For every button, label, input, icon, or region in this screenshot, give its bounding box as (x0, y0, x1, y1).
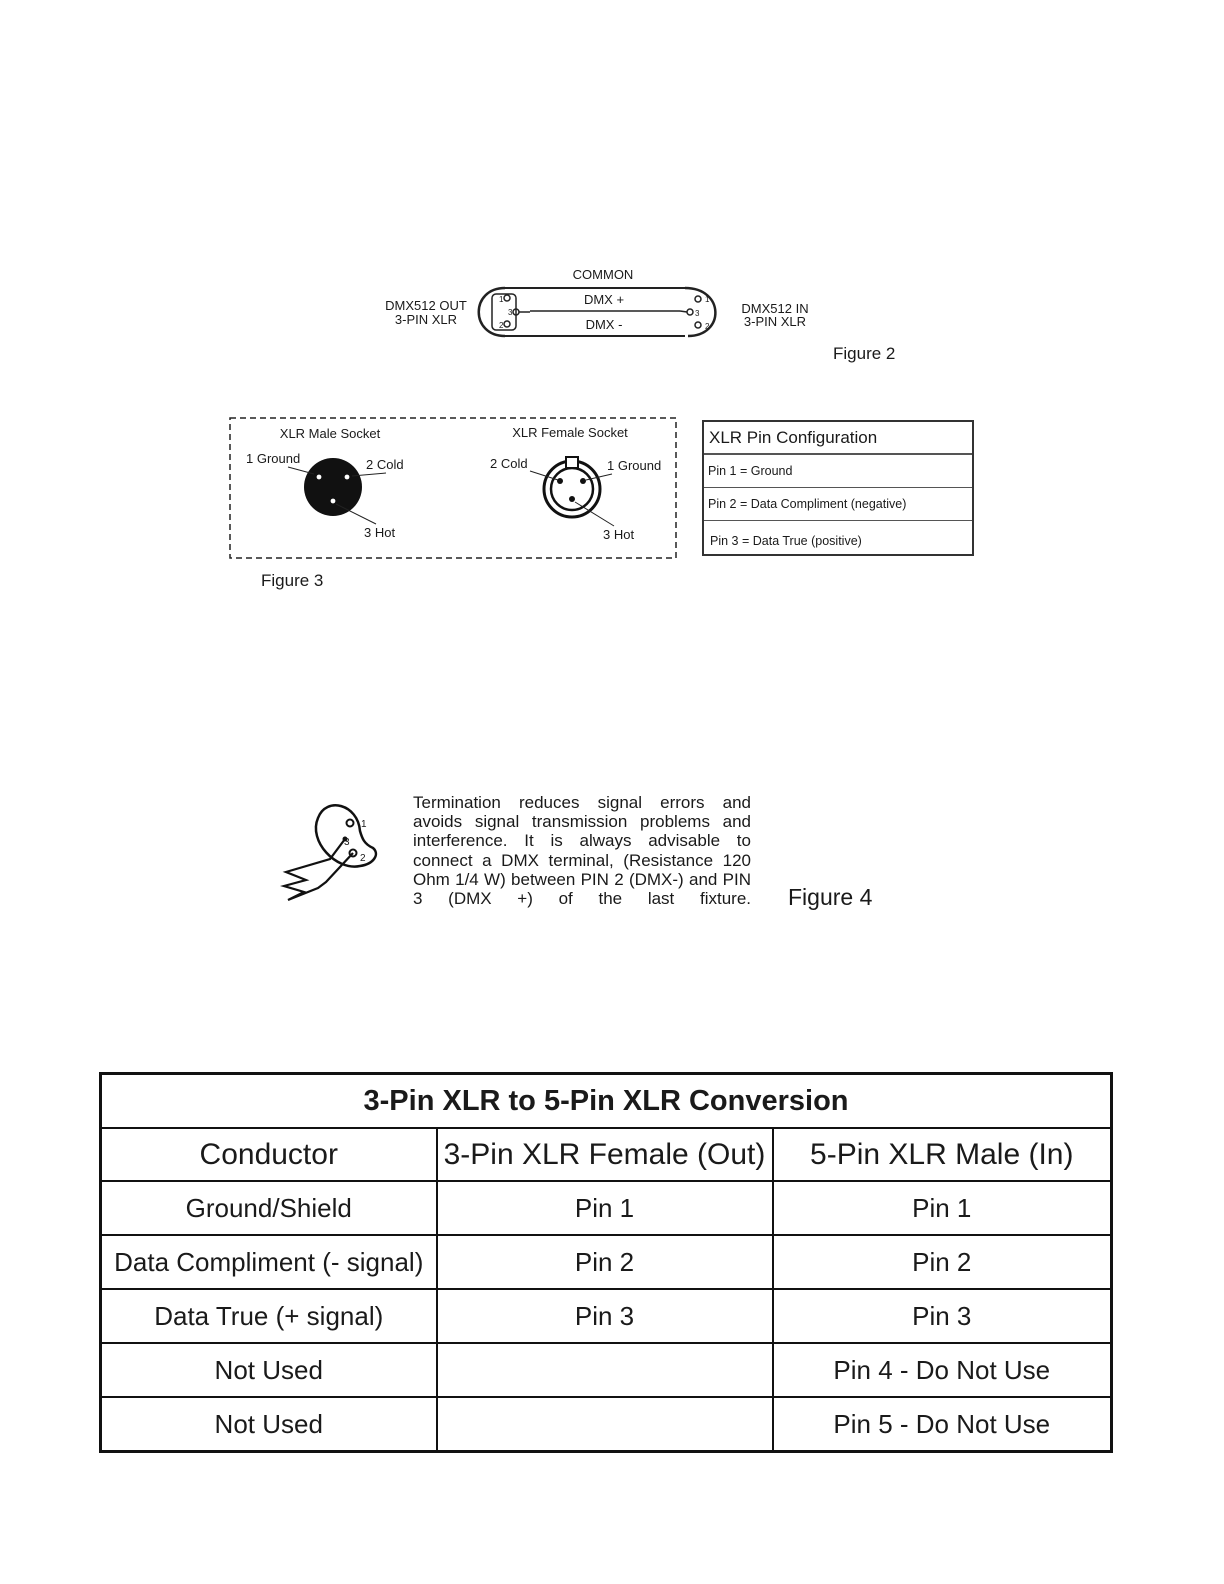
male-cold-label: 2 Cold (366, 457, 404, 472)
male-ground-label: 1 Ground (246, 451, 301, 466)
table-cell: Data True (+ signal) (101, 1289, 437, 1343)
male-socket-title: XLR Male Socket (279, 426, 381, 441)
svg-text:2: 2 (705, 322, 710, 331)
table-cell: Data Compliment (- signal) (101, 1235, 437, 1289)
table-cell: Pin 2 (773, 1235, 1112, 1289)
dmx-out-sublabel: 3-PIN XLR (394, 312, 458, 327)
table-cell: Pin 1 (437, 1181, 773, 1235)
terminator-connector-icon (278, 796, 400, 906)
table-row (101, 1235, 1112, 1289)
table-row (101, 1343, 1112, 1397)
dmx-plus-label: DMX + (583, 292, 625, 307)
header-5pin-male: 5-Pin XLR Male (In) (773, 1128, 1112, 1181)
table-cell: Ground/Shield (101, 1181, 437, 1235)
female-ground-label: 1 Ground (607, 458, 662, 473)
female-socket-title: XLR Female Socket (512, 425, 628, 440)
dmx-in-sublabel: 3-PIN XLR (743, 314, 807, 329)
male-hot-label: 3 Hot (364, 525, 396, 540)
xlr-pin-configuration-box (702, 420, 974, 556)
table-cell: Pin 2 (437, 1235, 773, 1289)
table-cell: Pin 3 (437, 1289, 773, 1343)
table-row (101, 1181, 1112, 1235)
termination-description: Termination reduces signal errors and avoids signal transmission problems and interference. It is always advisable to connect a DMX terminal, (Resistance 120 Ohm 1/4 W) between PIN 2 (DMX-) and PIN 3 (DMX +) of the last fixture. (413, 793, 751, 909)
dmx-minus-label: DMX - (585, 317, 623, 332)
svg-text:3: 3 (695, 309, 700, 318)
table-header-row (101, 1128, 1112, 1181)
female-cold-label: 2 Cold (490, 456, 528, 471)
female-hot-label: 3 Hot (603, 527, 635, 542)
figure-2-caption: Figure 2 (833, 344, 896, 363)
table-row (101, 1397, 1112, 1452)
table-cell: Not Used (101, 1343, 437, 1397)
pin-config-row: Pin 2 = Data Compliment (negative) (704, 488, 972, 521)
table-row (101, 1289, 1112, 1343)
table-cell (437, 1397, 773, 1452)
xlr-male-socket (304, 458, 362, 516)
svg-text:1: 1 (361, 819, 367, 830)
pin-config-row: Pin 3 = Data True (positive) (710, 534, 862, 548)
svg-text:3: 3 (508, 308, 513, 317)
table-cell (437, 1343, 773, 1397)
dmx-in-label: DMX512 IN (741, 301, 809, 316)
xlr-conversion-table (99, 1072, 1113, 1453)
pin-config-title: XLR Pin Configuration (704, 422, 972, 455)
table-cell: Not Used (101, 1397, 437, 1452)
dmx-cable-diagram (370, 258, 830, 348)
svg-text:2: 2 (360, 853, 366, 864)
table-cell: Pin 1 (773, 1181, 1112, 1235)
svg-text:2: 2 (499, 321, 504, 330)
common-label: COMMON (572, 267, 634, 282)
table-cell: Pin 3 (773, 1289, 1112, 1343)
svg-text:3: 3 (344, 837, 350, 848)
header-conductor: Conductor (101, 1128, 437, 1181)
table-cell: Pin 4 - Do Not Use (773, 1343, 1112, 1397)
table-cell: Pin 5 - Do Not Use (773, 1397, 1112, 1452)
svg-text:1: 1 (499, 295, 504, 304)
table-title: 3-Pin XLR to 5-Pin XLR Conversion (101, 1074, 1112, 1129)
pin-config-row: Pin 1 = Ground (704, 455, 972, 488)
figure-3-caption: Figure 3 (261, 571, 324, 590)
dmx-out-label: DMX512 OUT (385, 298, 467, 313)
header-3pin-female: 3-Pin XLR Female (Out) (437, 1128, 773, 1181)
svg-text:1: 1 (705, 295, 710, 304)
xlr-sockets-diagram (226, 414, 682, 564)
xlr-in-connector (685, 288, 715, 336)
figure-4-caption: Figure 4 (788, 884, 873, 910)
